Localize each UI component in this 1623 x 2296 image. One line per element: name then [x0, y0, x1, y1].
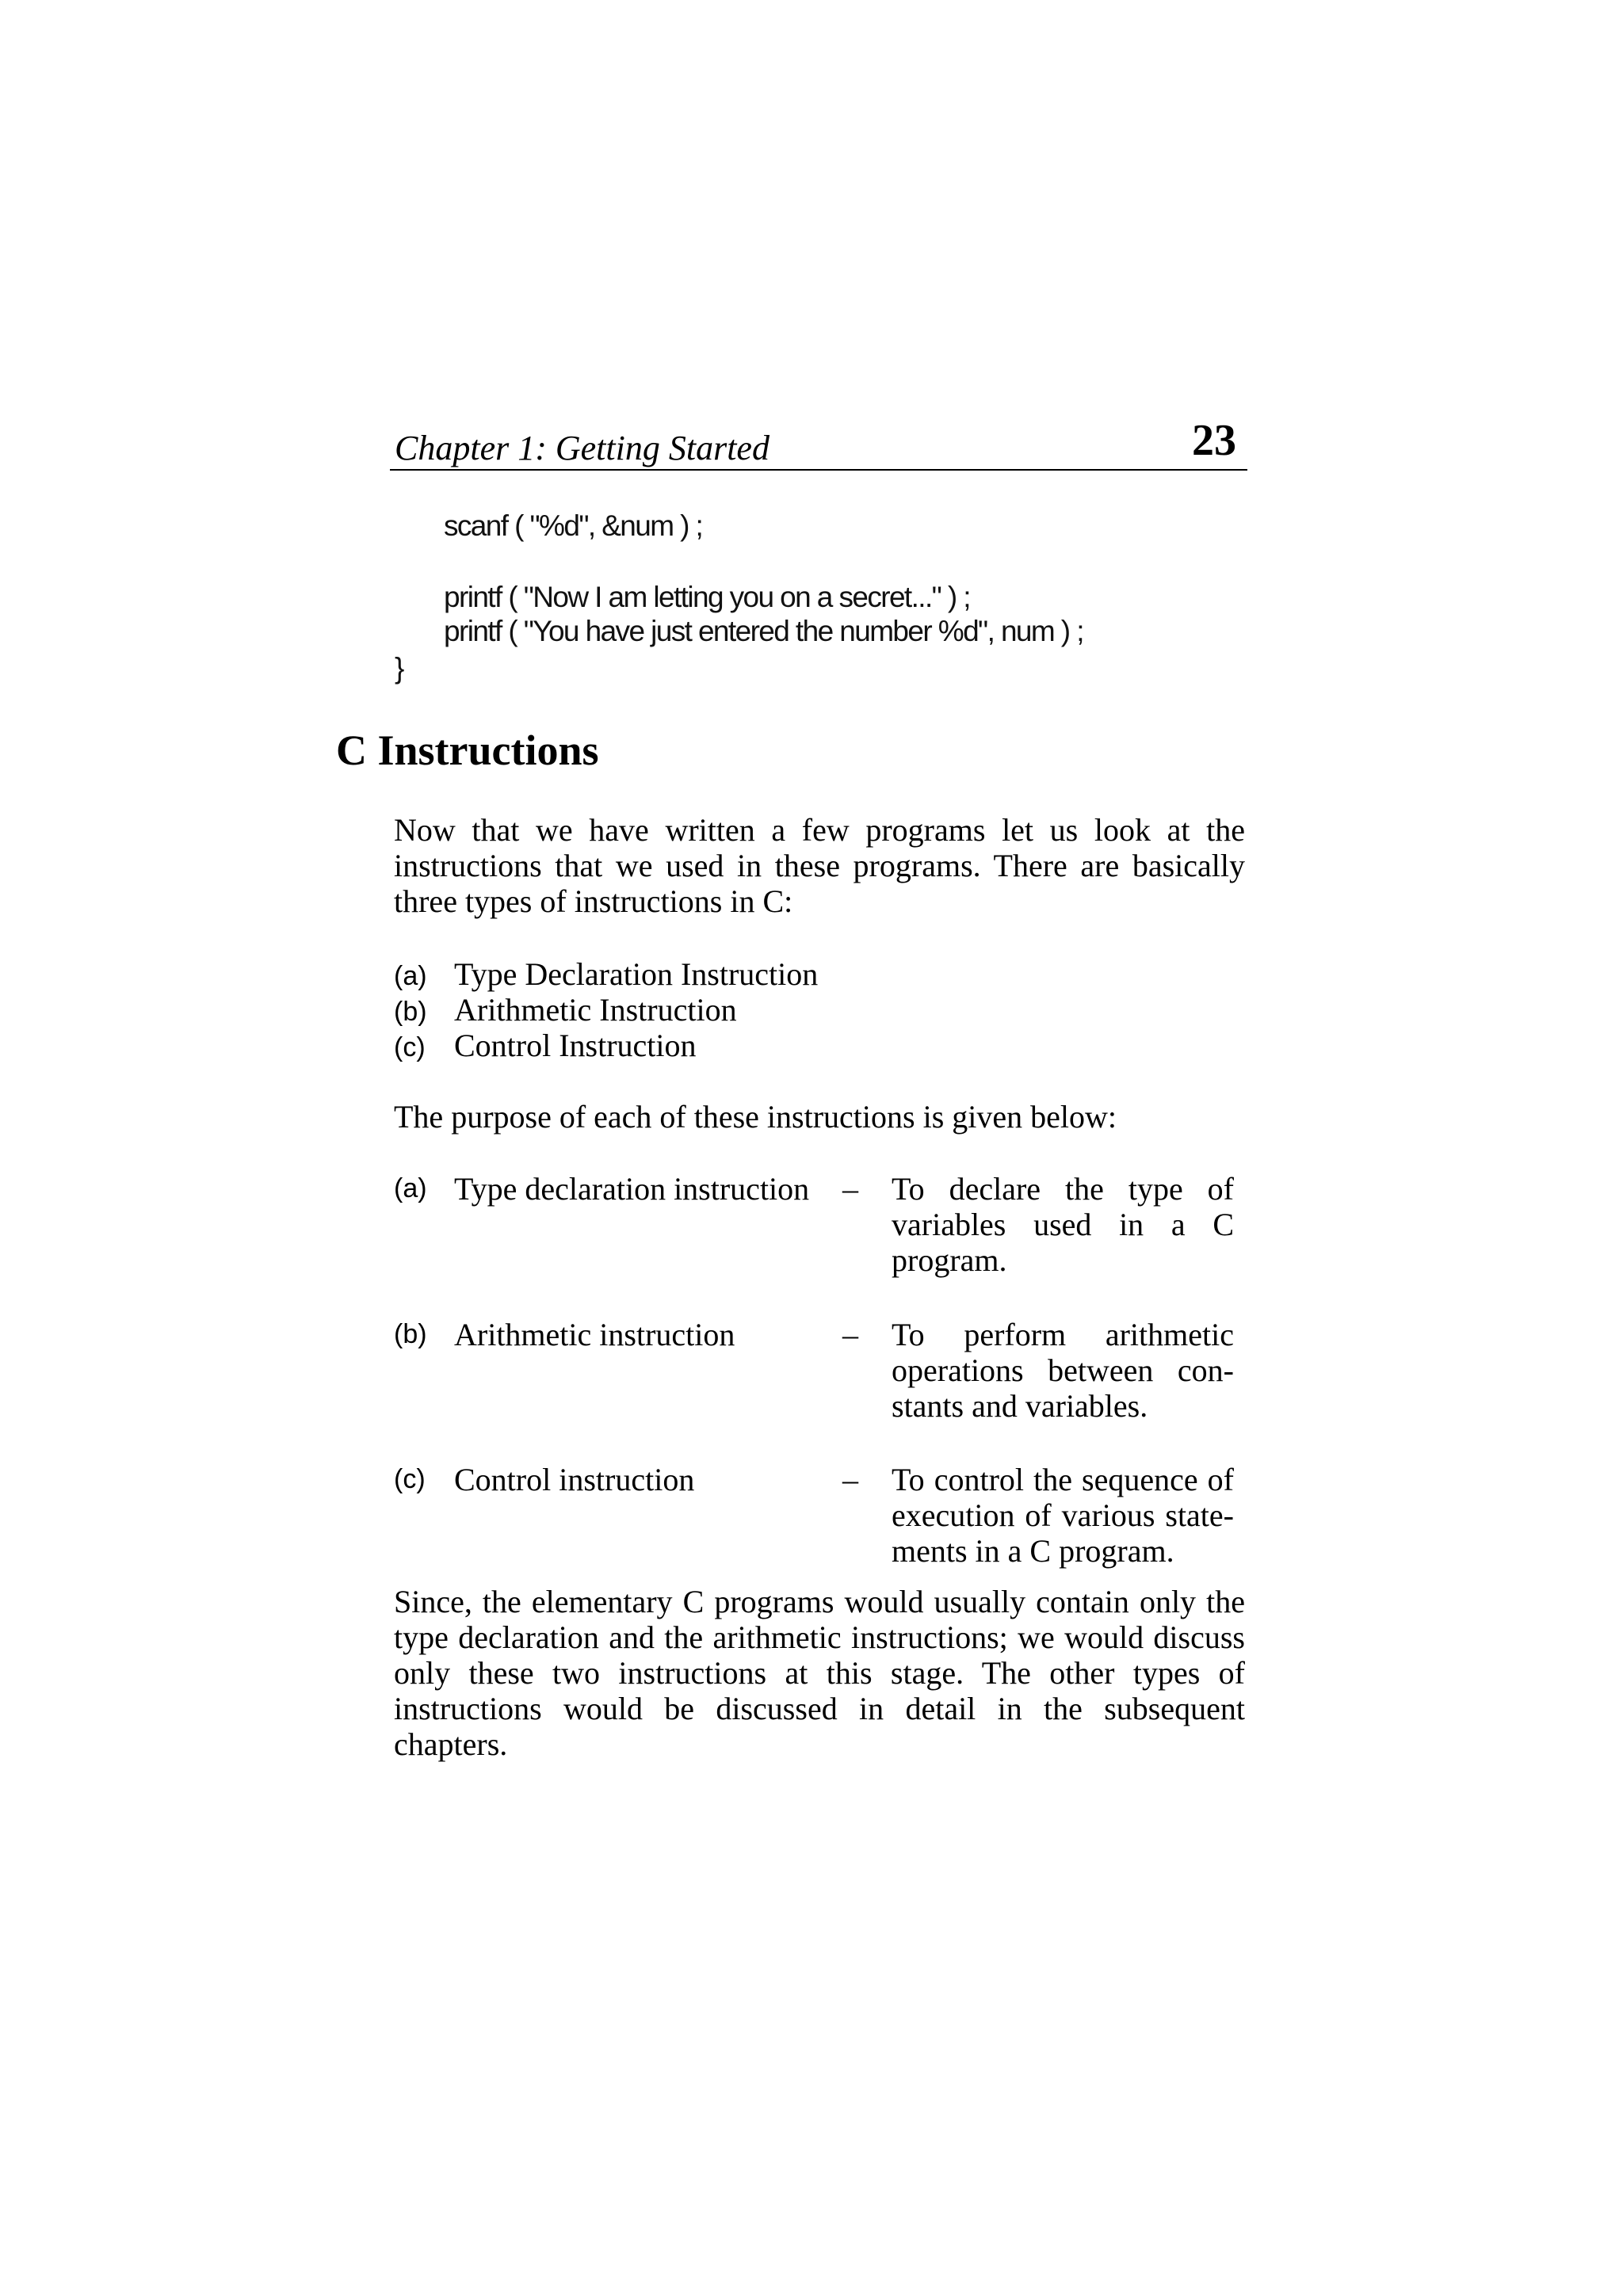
- closing-line: instructions would be discussed in detail in the subsequent: [394, 1691, 1245, 1726]
- list-label: Control Instruction: [454, 1028, 697, 1063]
- list-marker: (c): [394, 1032, 426, 1062]
- row-dash: –: [842, 1317, 858, 1352]
- code-line: scanf ( "%d", &num ) ;: [444, 509, 703, 542]
- description-line: To perform arithmetic: [892, 1317, 1234, 1352]
- description-line: To control the sequence of: [892, 1462, 1234, 1497]
- row-term: Type declaration instruction: [454, 1171, 810, 1207]
- closing-line: chapters.: [394, 1726, 508, 1762]
- row-marker: (b): [394, 1319, 427, 1349]
- list-item: [394, 1028, 818, 1063]
- closing-paragraph: [394, 1584, 1245, 1762]
- description-line: program.: [892, 1242, 1007, 1278]
- description-line: To declare the type of: [892, 1171, 1234, 1207]
- row-description: [892, 1171, 1234, 1278]
- list-marker: (b): [394, 997, 427, 1027]
- intro-paragraph: [394, 812, 1245, 919]
- description-line: operations between con-: [892, 1352, 1234, 1388]
- row-description: [892, 1462, 1234, 1569]
- code-line: printf ( "You have just entered the number %d", num ) ;: [444, 615, 1083, 647]
- intro-line: instructions that we used in these programs. There are basically: [394, 848, 1245, 883]
- list-item: [394, 992, 818, 1028]
- page-number: 23: [1192, 416, 1236, 465]
- closing-line: Since, the elementary C programs would usually contain only the: [394, 1584, 1245, 1619]
- row-dash: –: [842, 1462, 858, 1497]
- closing-brace: }: [395, 652, 403, 685]
- description-line: variables used in a C: [892, 1207, 1234, 1242]
- row-term: Control instruction: [454, 1462, 695, 1497]
- intro-line: Now that we have written a few programs let us look at the: [394, 812, 1245, 848]
- section-heading: C Instructions: [336, 727, 599, 774]
- instruction-types-list: [394, 956, 818, 1063]
- row-dash: –: [842, 1171, 858, 1207]
- row-term: Arithmetic instruction: [454, 1317, 735, 1352]
- closing-line: only these two instructions at this stage. The other types of: [394, 1655, 1245, 1691]
- description-line: ments in a C program.: [892, 1533, 1174, 1569]
- closing-line: type declaration and the arithmetic instructions; we would discuss: [394, 1619, 1245, 1655]
- code-line: printf ( "Now I am letting you on a secret..." ) ;: [444, 581, 970, 613]
- list-item: [394, 956, 818, 992]
- description-line: execution of various state-: [892, 1497, 1234, 1533]
- page-header: [390, 412, 1247, 471]
- intro-line: three types of instructions in C:: [394, 883, 793, 919]
- list-marker: (a): [394, 961, 427, 991]
- list-label: Type Declaration Instruction: [454, 956, 819, 992]
- row-description: [892, 1317, 1234, 1424]
- list-label: Arithmetic Instruction: [454, 992, 737, 1028]
- row-marker: (a): [394, 1173, 427, 1203]
- row-marker: (c): [394, 1464, 426, 1494]
- purpose-intro: The purpose of each of these instructions is given below:: [394, 1099, 1117, 1135]
- description-line: stants and variables.: [892, 1388, 1148, 1424]
- chapter-title: Chapter 1: Getting Started: [395, 429, 769, 467]
